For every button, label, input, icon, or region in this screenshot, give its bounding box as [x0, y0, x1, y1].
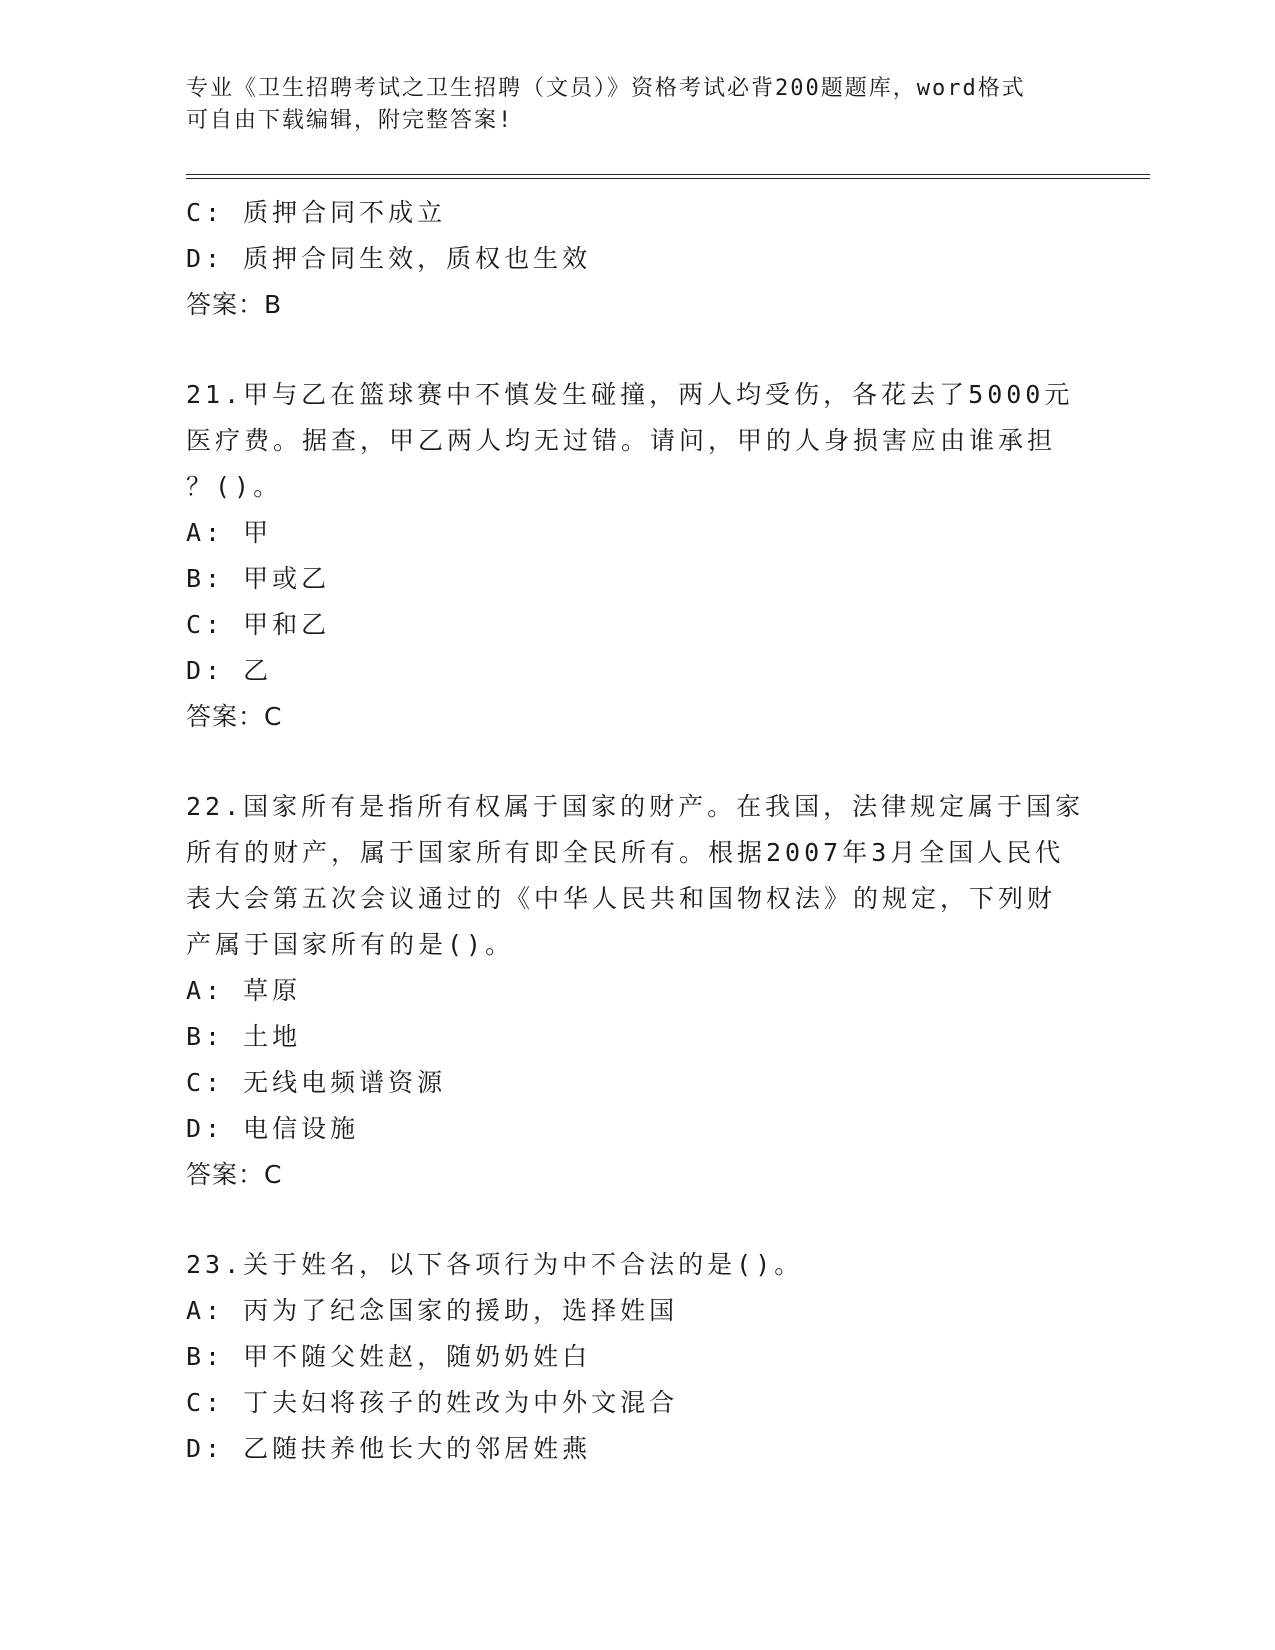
question-20-tail: [186, 190, 1086, 328]
answer-line: 答案：B: [186, 290, 283, 319]
header-line-1: 专业《卫生招聘考试之卫生招聘（文员）》资格考试必背200题题库，word格式: [186, 76, 1026, 101]
option-c: C: 质押合同不成立: [186, 198, 447, 227]
option-a: A: 甲: [186, 518, 273, 547]
question-22: [186, 784, 1086, 1198]
header-double-rule: [186, 174, 1150, 179]
header-line-2: 可自由下载编辑，附完整答案!: [186, 108, 514, 133]
option-b: B: 甲或乙: [186, 564, 331, 593]
option-d: D: 电信设施: [186, 1114, 360, 1143]
answer-line: 答案：C: [186, 702, 283, 731]
question-stem-line: 21.甲与乙在篮球赛中不慎发生碰撞，两人均受伤，各花去了5000元: [186, 380, 1074, 409]
option-c: C: 甲和乙: [186, 610, 331, 639]
spacer: [186, 740, 1086, 784]
question-stem-line: 所有的财产，属于国家所有即全民所有。根据2007年3月全国人民代: [186, 838, 1065, 867]
option-c: C: 无线电频谱资源: [186, 1068, 447, 1097]
option-d: D: 乙随扶养他长大的邻居姓燕: [186, 1434, 592, 1463]
option-a: A: 丙为了纪念国家的援助，选择姓国: [186, 1296, 679, 1325]
question-23: [186, 1242, 1086, 1472]
spacer: [186, 328, 1086, 372]
question-stem-line: 23.关于姓名，以下各项行为中不合法的是()。: [186, 1250, 804, 1279]
question-stem-line: ？()。: [186, 472, 283, 501]
question-stem-line: 产属于国家所有的是()。: [186, 930, 515, 959]
question-stem-line: 表大会第五次会议通过的《中华人民共和国物权法》的规定，下列财: [186, 884, 1057, 913]
question-content: [186, 190, 1086, 1472]
option-d: D: 乙: [186, 656, 273, 685]
question-stem-line: 22.国家所有是指所有权属于国家的财产。在我国，法律规定属于国家: [186, 792, 1085, 821]
option-b: B: 甲不随父姓赵，随奶奶姓白: [186, 1342, 592, 1371]
spacer: [186, 1198, 1086, 1242]
answer-line: 答案：C: [186, 1160, 283, 1189]
option-b: B: 土地: [186, 1022, 302, 1051]
question-21: [186, 372, 1086, 740]
question-stem-line: 医疗费。据查，甲乙两人均无过错。请问，甲的人身损害应由谁承担: [186, 426, 1057, 455]
option-a: A: 草原: [186, 976, 302, 1005]
option-d: D: 质押合同生效，质权也生效: [186, 244, 592, 273]
document-header: [186, 73, 1066, 137]
option-c: C: 丁夫妇将孩子的姓改为中外文混合: [186, 1388, 679, 1417]
